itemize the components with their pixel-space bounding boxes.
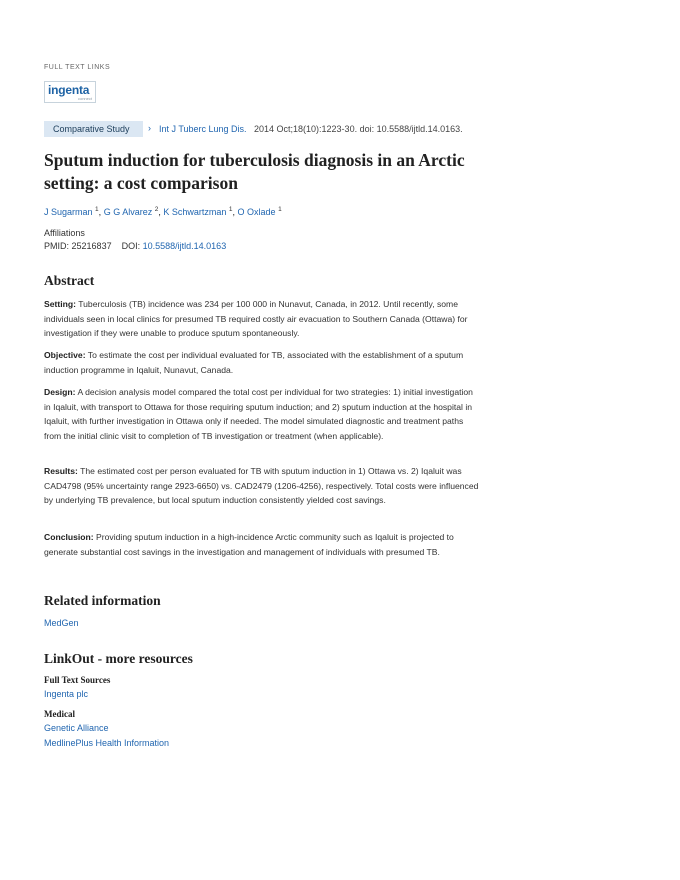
abstract-text: The estimated cost per person evaluated for TB with sputum induction in 1) Ottawa vs. 2) Iqaluit was CAD4798 (95% uncertainty range 2923-6650) vs. CAD2479 (1206-4256), respectively. Total costs were influenced by underlying TB prevalence, but local sputum induction consistently yielded cost savings. xyxy=(44,466,479,506)
genetic-alliance-link[interactable]: Genetic Alliance xyxy=(44,723,109,733)
pmid-value: 25216837 xyxy=(71,241,112,251)
abstract-results xyxy=(44,464,480,508)
medgen-link[interactable]: MedGen xyxy=(44,618,79,628)
ingenta-plc-link[interactable]: Ingenta plc xyxy=(44,689,89,699)
doi-label: DOI: xyxy=(121,241,141,251)
author-link[interactable]: J Sugarman xyxy=(44,207,93,217)
abstract-label: Results: xyxy=(44,466,78,476)
affiliations-toggle[interactable]: Affiliations xyxy=(44,228,85,238)
pmid-label: PMID: xyxy=(44,241,70,251)
abstract-text: Tuberculosis (TB) incidence was 234 per 100 000 in Nunavut, Canada, in 2012. Until recently, some individuals seen in local clinics for presumed TB required costly air evacuation to Southern Canada (Ottawa) for investigation if they were unable to produce sputum spontaneously. xyxy=(44,299,468,339)
abstract-text: Providing sputum induction in a high-incidence Arctic community such as Iqaluit is projected to generate substantial cost savings in the investigation and management of individuals with presumed TB. xyxy=(44,532,454,557)
article-type-badge: Comparative Study xyxy=(44,121,143,137)
full-text-links-label: FULL TEXT LINKS xyxy=(44,64,111,71)
abstract-setting xyxy=(44,297,480,341)
citation-row xyxy=(44,121,484,137)
abstract-label: Conclusion: xyxy=(44,532,94,542)
logo-wordmark: ingenta xyxy=(48,83,90,97)
abstract-objective xyxy=(44,348,480,377)
chevron-right-icon: › xyxy=(148,123,151,133)
ingenta-logo-link[interactable] xyxy=(44,81,96,103)
article-title: Sputum induction for tuberculosis diagnosis in an Arctic setting: a cost comparison xyxy=(44,150,465,193)
affiliation-ref[interactable]: 2 xyxy=(154,206,159,213)
abstract-design xyxy=(44,385,480,444)
medical-label: Medical xyxy=(44,709,75,719)
citation-text: 2014 Oct;18(10):1223-30. doi: 10.5588/ijtld.14.0163. xyxy=(254,124,463,134)
journal-link[interactable]: Int J Tuberc Lung Dis. xyxy=(159,124,247,134)
abstract-text: A decision analysis model compared the total cost per individual for two strategies: 1) initial investigation in Iqaluit, with transport to Ottawa for those requiring sputum induction; and 2) sputum induction at the hospital in Iqaluit, with further investigation in Ottawa only if needed. The model simulated diagnostic and treatment paths from the initial clinic visit to completion of TB investigation or treatment (when applicable). xyxy=(44,387,473,442)
logo-subtext: connect xyxy=(77,96,92,101)
identifiers xyxy=(44,241,226,251)
author-link[interactable]: K Schwartzman xyxy=(163,207,227,217)
affiliation-ref[interactable]: 1 xyxy=(95,206,99,213)
author-link[interactable]: G G Alvarez xyxy=(103,207,153,217)
abstract-label: Setting: xyxy=(44,299,76,309)
abstract-label: Objective: xyxy=(44,350,86,360)
abstract-label: Design: xyxy=(44,387,76,397)
author-link[interactable]: O Oxlade xyxy=(237,207,276,217)
abstract-text: To estimate the cost per individual evaluated for TB, associated with the establishment of a sputum induction programme in Iqaluit, Nunavut, Canada. xyxy=(44,350,464,375)
doi-link[interactable]: 10.5588/ijtld.14.0163 xyxy=(142,241,227,251)
full-text-sources-label: Full Text Sources xyxy=(44,675,111,685)
author-list xyxy=(44,206,282,217)
affiliation-ref[interactable]: 1 xyxy=(278,206,282,213)
related-information-heading: Related information xyxy=(44,593,161,608)
author-separator: , xyxy=(98,207,104,217)
abstract-heading: Abstract xyxy=(44,273,95,288)
abstract-conclusion xyxy=(44,530,480,559)
medlineplus-link[interactable]: MedlinePlus Health Information xyxy=(44,738,170,748)
linkout-heading: LinkOut - more resources xyxy=(44,651,193,666)
author-separator: , xyxy=(232,207,238,217)
affiliation-ref[interactable]: 1 xyxy=(228,206,233,213)
author-separator: , xyxy=(158,207,164,217)
